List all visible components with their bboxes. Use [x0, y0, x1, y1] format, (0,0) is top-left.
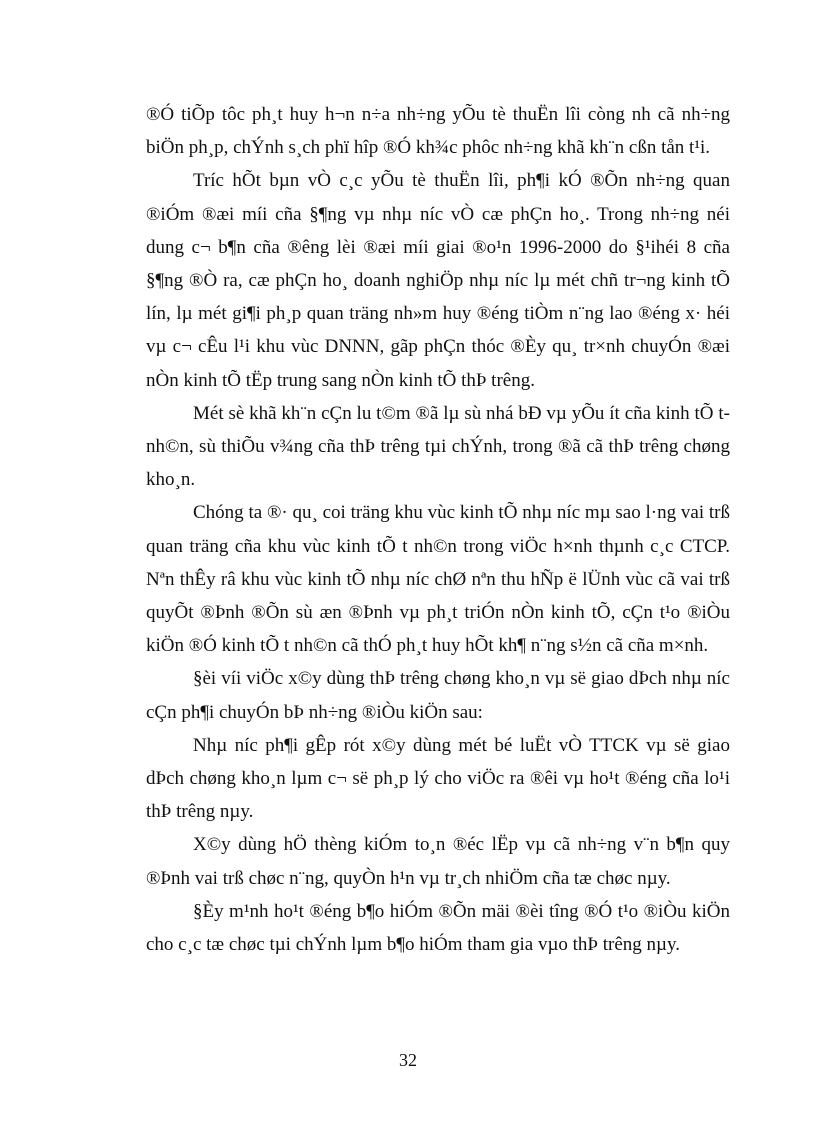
paragraph-5: §èi víi viÖc x©y dùng thÞ trêng chøng kho¸n vµ së giao dÞch nhµ níc cÇn ph¶i chuyÓn bÞ nh÷ng ®iÒu kiÖn sau: — [146, 668, 730, 723]
paragraph-6: Nhµ níc ph¶i gÊp rót x©y dùng mét bé luËt vÒ TTCK vµ së giao dÞch chøng kho¸n lµm c¬ së ph¸p lý cho viÖc ra ®êi vµ ho¹t ®éng cña lo¹i thÞ trêng nµy. — [146, 734, 730, 823]
body-text — [146, 98, 730, 961]
paragraph-7: X©y dùng hÖ thèng kiÓm to¸n ®éc lËp vµ cã nh÷ng v¨n b¶n quy ®Þnh vai trß chøc n¨ng, quyÒn h¹n vµ tr¸ch nhiÖm cña tæ chøc nµy. — [146, 834, 730, 889]
paragraph-8: §Èy m¹nh ho¹t ®éng b¶o hiÓm ®Õn mäi ®èi tîng ®Ó t¹o ®iÒu kiÖn cho c¸c tæ chøc tµi chÝnh lµm b¶o hiÓm tham gia vµo thÞ trêng nµy. — [146, 900, 730, 956]
page-number: 32 — [399, 1050, 417, 1070]
paragraph-3: Mét sè khã kh¨n cÇn lu t©m ®ã lµ sù nhá bÐ vµ yÕu ít cña kinh tÕ t nh©n, sù thiÕu v¾ng cña thÞ trêng tµi chÝnh, trong ®ã cã thÞ trêng chøng kho¸n. — [146, 402, 730, 491]
paragraph-1: ®Ó tiÕp tôc ph¸t huy h¬n n÷a nh÷ng yÕu tè thuËn lîi còng nh cã nh÷ng biÖn ph¸p, chÝnh s¸ch phï hîp ®Ó kh¾c phôc nh÷ng khã kh¨n cßn tån t¹i. — [146, 104, 730, 159]
paragraph-2: Tríc hÕt bµn vÒ c¸c yÕu tè thuËn lîi, ph¶i kÓ ®Õn nh÷ng quan ®iÓm ®æi míi cña §¶ng vµ nhµ níc vÒ cæ phÇn ho¸. Trong nh÷ng néi dung c¬ b¶n cña ®êng lèi ®æi míi giai ®o¹n 1996-2000 do §¹ihéi 8 cña §¶ng ®Ò ra, cæ phÇn ho¸ doanh nghiÖp nhµ níc lµ mét chñ tr¬ng kinh tÕ lín, lµ mét gi¶i ph¸p quan träng nh»m huy ®éng tiÒm n¨ng lao ®éng x· héi vµ c¬ cÊu l¹i khu vùc DNNN, gãp phÇn thóc ®Èy qu¸ tr×nh chuyÓn ®æi nÒn kinh tÕ tËp trung sang nÒn kinh tÕ thÞ trêng. — [146, 170, 730, 391]
paragraph-4: Chóng ta ®· qu¸ coi träng khu vùc kinh tÕ nhµ níc mµ sao l·ng vai trß quan träng cña khu vùc kinh tÕ t nh©n trong viÖc h×nh thµnh c¸c CTCP. Nªn thÊy râ khu vùc kinh tÕ nhµ níc chØ nªn thu hÑp ë lÜnh vùc cã vai trß quyÕt ®Þnh ®Õn sù æn ®Þnh vµ ph¸t triÓn nÒn kinh tÕ, cÇn t¹o ®iÒu kiÖn ®Ó kinh tÕ t nh©n cã thÓ ph¸t huy hÕt kh¶ n¨ng s½n cã cña m×nh. — [146, 502, 730, 657]
